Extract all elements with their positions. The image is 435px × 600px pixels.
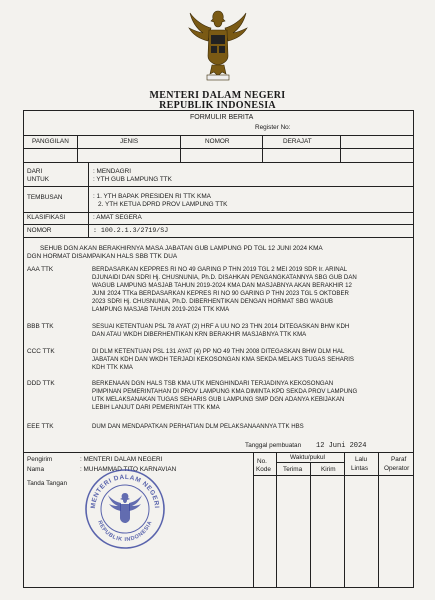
nomor-label: NOMOR xyxy=(27,227,52,234)
pengirim-value: : MENTERI DALAM NEGERI xyxy=(80,456,163,463)
aaa-line: 2023 SDRI Hj. CHUSNUNIA, Ph.D. DIBERHENTIKAN DENGAN HORMAT SBG WAGUB xyxy=(92,298,333,305)
jenis-header: JENIS xyxy=(120,138,139,145)
divider xyxy=(310,462,311,588)
register-label: Register No: xyxy=(255,124,291,131)
stamp-bottom-text: REPUBLIK INDONESIA xyxy=(96,519,154,544)
klasifikasi-value: : AMAT SEGERA xyxy=(93,214,142,221)
col-paraf: Paraf xyxy=(391,456,407,463)
divider xyxy=(23,237,414,238)
divider xyxy=(77,135,78,162)
bbb-line: DAN ATAU WKDH DIBERHENTIKAN KRN BERAKHIR MASJABNYA TTK KMA xyxy=(92,331,307,338)
ccc-line: DI DLM KETENTUAN PSL 131 AYAT (4) PP NO 49 THN 2008 DITEGASKAN BHW DLM HAL xyxy=(92,348,345,355)
ddd-line: PIMPINAN PEMERINTAHAN DI PROV LAMPUNG KMA DIMINTA KPD SEKDA PROV LAMPUNG xyxy=(92,388,358,395)
ccc-line: KDH TTK KMA xyxy=(92,364,133,371)
col-terima: Terima xyxy=(283,466,303,473)
dari-value: : MENDAGRI xyxy=(93,168,131,175)
klasifikasi-label: KLASIFIKASI xyxy=(27,214,66,221)
untuk-label: UNTUK xyxy=(27,176,50,183)
tembusan-item-2: 2. YTH KETUA DPRD PROV LAMPUNG TTK xyxy=(98,201,228,208)
aaa-line: JUNI 2024 TTKa BERDASARKAN KEPRES RI NO 90 GARING P THN 2023 TGL 5 OKTOBER xyxy=(92,290,349,297)
pengirim-label: Pengirim xyxy=(27,456,53,463)
derajat-header: DERAJAT xyxy=(283,138,312,145)
ccc-label: CCC TTK xyxy=(27,348,55,355)
divider xyxy=(253,475,414,476)
col-lintas: Lintas xyxy=(351,465,369,472)
divider xyxy=(23,212,414,213)
svg-text:REPUBLIK INDONESIA xyxy=(96,520,153,543)
divider xyxy=(23,186,414,187)
divider xyxy=(262,135,263,162)
aaa-line: DJUNAIDI DAN SDRI Hj. CHUSNUNIA, Ph.D. DISAHKAN PENGANGKATANNYA SBG GUB DAN xyxy=(92,274,357,281)
divider xyxy=(253,452,254,588)
aaa-line: LAMPUNG MASJAB TAHUN 2019-2024 TTK KMA xyxy=(92,306,230,313)
ddd-label: DDD TTK xyxy=(27,380,55,387)
bbb-label: BBB TTK xyxy=(27,323,54,330)
divider xyxy=(23,224,414,225)
aaa-paragraph xyxy=(92,266,357,314)
divider xyxy=(88,162,89,237)
tanda-tangan-label: Tanda Tangan xyxy=(27,480,68,487)
divider xyxy=(23,452,414,453)
intro-line: SEHUB DGN AKAN BERAKHIRNYA MASA JABATAN GUB LAMPUNG PD TGL 12 JUNI 2024 KMA xyxy=(40,245,323,252)
intro-line: DGN HORMAT DISAMPAIKAN HALS SBB TTK DUA xyxy=(27,253,178,260)
nomor-header: NOMOR xyxy=(205,138,230,145)
republic-title: REPUBLIK INDONESIA xyxy=(159,100,276,111)
divider xyxy=(276,452,277,588)
ccc-line: JABATAN KDH DAN WKDH TERJADI KEKOSONGAN KMA SEKDA MELAKS TUGAS SEHARIS xyxy=(92,356,354,363)
col-lalu: Lalu xyxy=(355,456,368,463)
divider xyxy=(378,452,379,588)
ddd-line: LEBIH LANJUT DARI PEMERINTAH TTK KMA xyxy=(92,404,220,411)
aaa-label: AAA TTK xyxy=(27,266,54,273)
divider xyxy=(23,135,414,136)
untuk-value: : YTH GUB LAMPUNG TTK xyxy=(93,176,172,183)
eee-paragraph xyxy=(92,423,304,431)
eee-line: DUM DAN MENDAPATKAN PERHATIAN DLM PELAKSANAANNYA TTK HBS xyxy=(92,423,304,430)
stamp-ring-text: MENTERI DALAM NEGERI xyxy=(89,473,161,509)
col-waktu: Waktu/pukul xyxy=(290,454,325,461)
ministry-title: MENTERI DALAM NEGERI xyxy=(149,90,286,101)
nomor-value: : 100.2.1.3/2719/SJ xyxy=(93,227,169,234)
ccc-paragraph xyxy=(92,348,354,372)
divider xyxy=(23,148,414,149)
nama-label: Nama xyxy=(27,466,45,473)
ddd-line: UTK MELAKSANAKAN TUGAS SEHARIS GUB LAMPUNG SMP DGN ADANYA KEBIJAKAN xyxy=(92,396,345,403)
form-title: FORMULIR BERITA xyxy=(190,114,254,121)
dari-label: DARI xyxy=(27,168,43,175)
date-label: Tanggal pembuatan xyxy=(245,442,302,449)
bbb-paragraph xyxy=(92,323,349,339)
tembusan-label: TEMBUSAN xyxy=(27,194,63,201)
col-no: No. xyxy=(257,458,267,465)
col-kirim: Kirim xyxy=(321,466,336,473)
aaa-line: WAGUB LAMPUNG MASJAB TAHUN 2019-2024 KMA DAN MASJABNYA AKAN BERAKHIR 12 xyxy=(92,282,352,289)
aaa-line: BERDASARKAN KEPPRES RI NO 49 GARING P THN 2019 TGL 2 MEI 2019 SDR Ir. ARINAL xyxy=(92,266,348,273)
panggilan-header: PANGGILAN xyxy=(32,138,69,145)
bbb-line: SESUAI KETENTUAN PSL 78 AYAT (2) HRF A UU NO 23 THN 2014 DITEGASKAN BHW KDH xyxy=(92,323,350,330)
tembusan-item-1: : 1. YTH BAPAK PRESIDEN RI TTK KMA xyxy=(93,193,211,200)
ddd-paragraph xyxy=(92,380,357,412)
divider xyxy=(23,162,414,163)
nama-value: : MUHAMMAD TITO KARNAVIAN xyxy=(80,466,177,473)
date-value: 12 Juni 2024 xyxy=(316,442,367,450)
eee-label: EEE TTK xyxy=(27,423,54,430)
divider xyxy=(344,452,345,588)
col-operator: Operator xyxy=(384,465,410,472)
official-stamp-icon xyxy=(84,468,166,550)
divider xyxy=(180,135,181,162)
col-kode: Kode xyxy=(256,466,271,473)
ddd-line: BERKENAAN DGN HALS TSB KMA UTK MENGHINDARI TERJADINYA KEKOSONGAN xyxy=(92,380,334,387)
garuda-emblem-icon xyxy=(187,8,249,84)
divider xyxy=(340,135,341,162)
